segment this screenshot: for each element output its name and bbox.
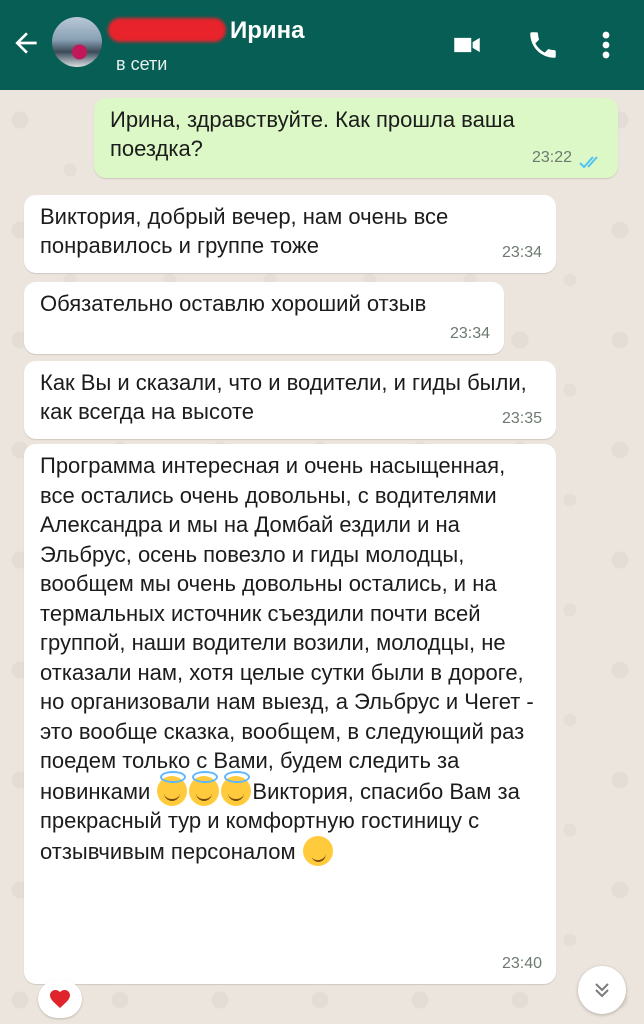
message-time: 23:34 [501,244,542,261]
message-time: 23:34 [449,325,490,342]
message-bubble-incoming[interactable] [24,444,556,984]
phone-icon[interactable] [526,28,560,62]
message-text: Виктория, добрый вечер, нам очень все понравилось и группе тоже [40,204,449,258]
message-bubble-incoming[interactable] [24,282,504,354]
red-heart-icon [48,987,72,1011]
double-chevron-down-icon [590,978,614,1002]
message-text: Программа интересная и очень насыщенная, все остались очень довольны, с водителями Александра и мы на Домбай ездили и на Эльбрус, осень повезло и гиды молодцы, вообщем мы очень довольны остались, и на термальных источник съездили почти всей группой, наши водители возили, молодцы, не отказали нам, хотя целые сутки были в дороге, но организовали нам выезд, а Эльбрус и Чегет - это вообще сказка, вообщем, в следующий раз поедем только с Вами, будем следить за новинками [40,453,534,804]
double-check-read-icon [578,154,606,170]
message-bubble-incoming[interactable] [24,195,556,273]
message-text: Обязательно оставлю хороший отзыв [40,291,427,316]
contact-name-row[interactable] [108,14,338,48]
smiling-face-with-halo-icon [189,776,219,806]
message-text: Ирина, здравствуйте. Как прошла ваша поездка? [110,107,515,161]
contact-name: Ирина [230,17,305,44]
smiling-face-with-halo-icon [221,776,251,806]
contact-status: в сети [116,54,168,74]
smirking-face-icon [303,836,333,866]
message-text: Виктория, спасибо Вам за прекрасный тур и комфортную гостиницу с отзывчивым персоналом [40,778,520,864]
redacted-name-mark [108,18,226,42]
message-text: Как Вы и сказали, что и водители, и гиды были, как всегда на высоте [40,370,527,424]
chat-header [0,0,644,90]
message-time: 23:22 [531,149,572,166]
more-vertical-icon[interactable] [596,28,616,62]
message-time: 23:35 [501,410,542,427]
scroll-to-bottom-button[interactable] [578,966,626,1014]
arrow-back-icon[interactable] [10,27,42,59]
message-bubble-outgoing[interactable] [94,98,618,178]
message-time: 23:40 [501,954,542,972]
video-camera-icon[interactable] [450,28,484,62]
smiling-face-with-halo-icon [157,776,187,806]
avatar[interactable] [52,17,102,67]
message-bubble-incoming[interactable] [24,361,556,439]
reaction-badge[interactable] [38,980,82,1018]
